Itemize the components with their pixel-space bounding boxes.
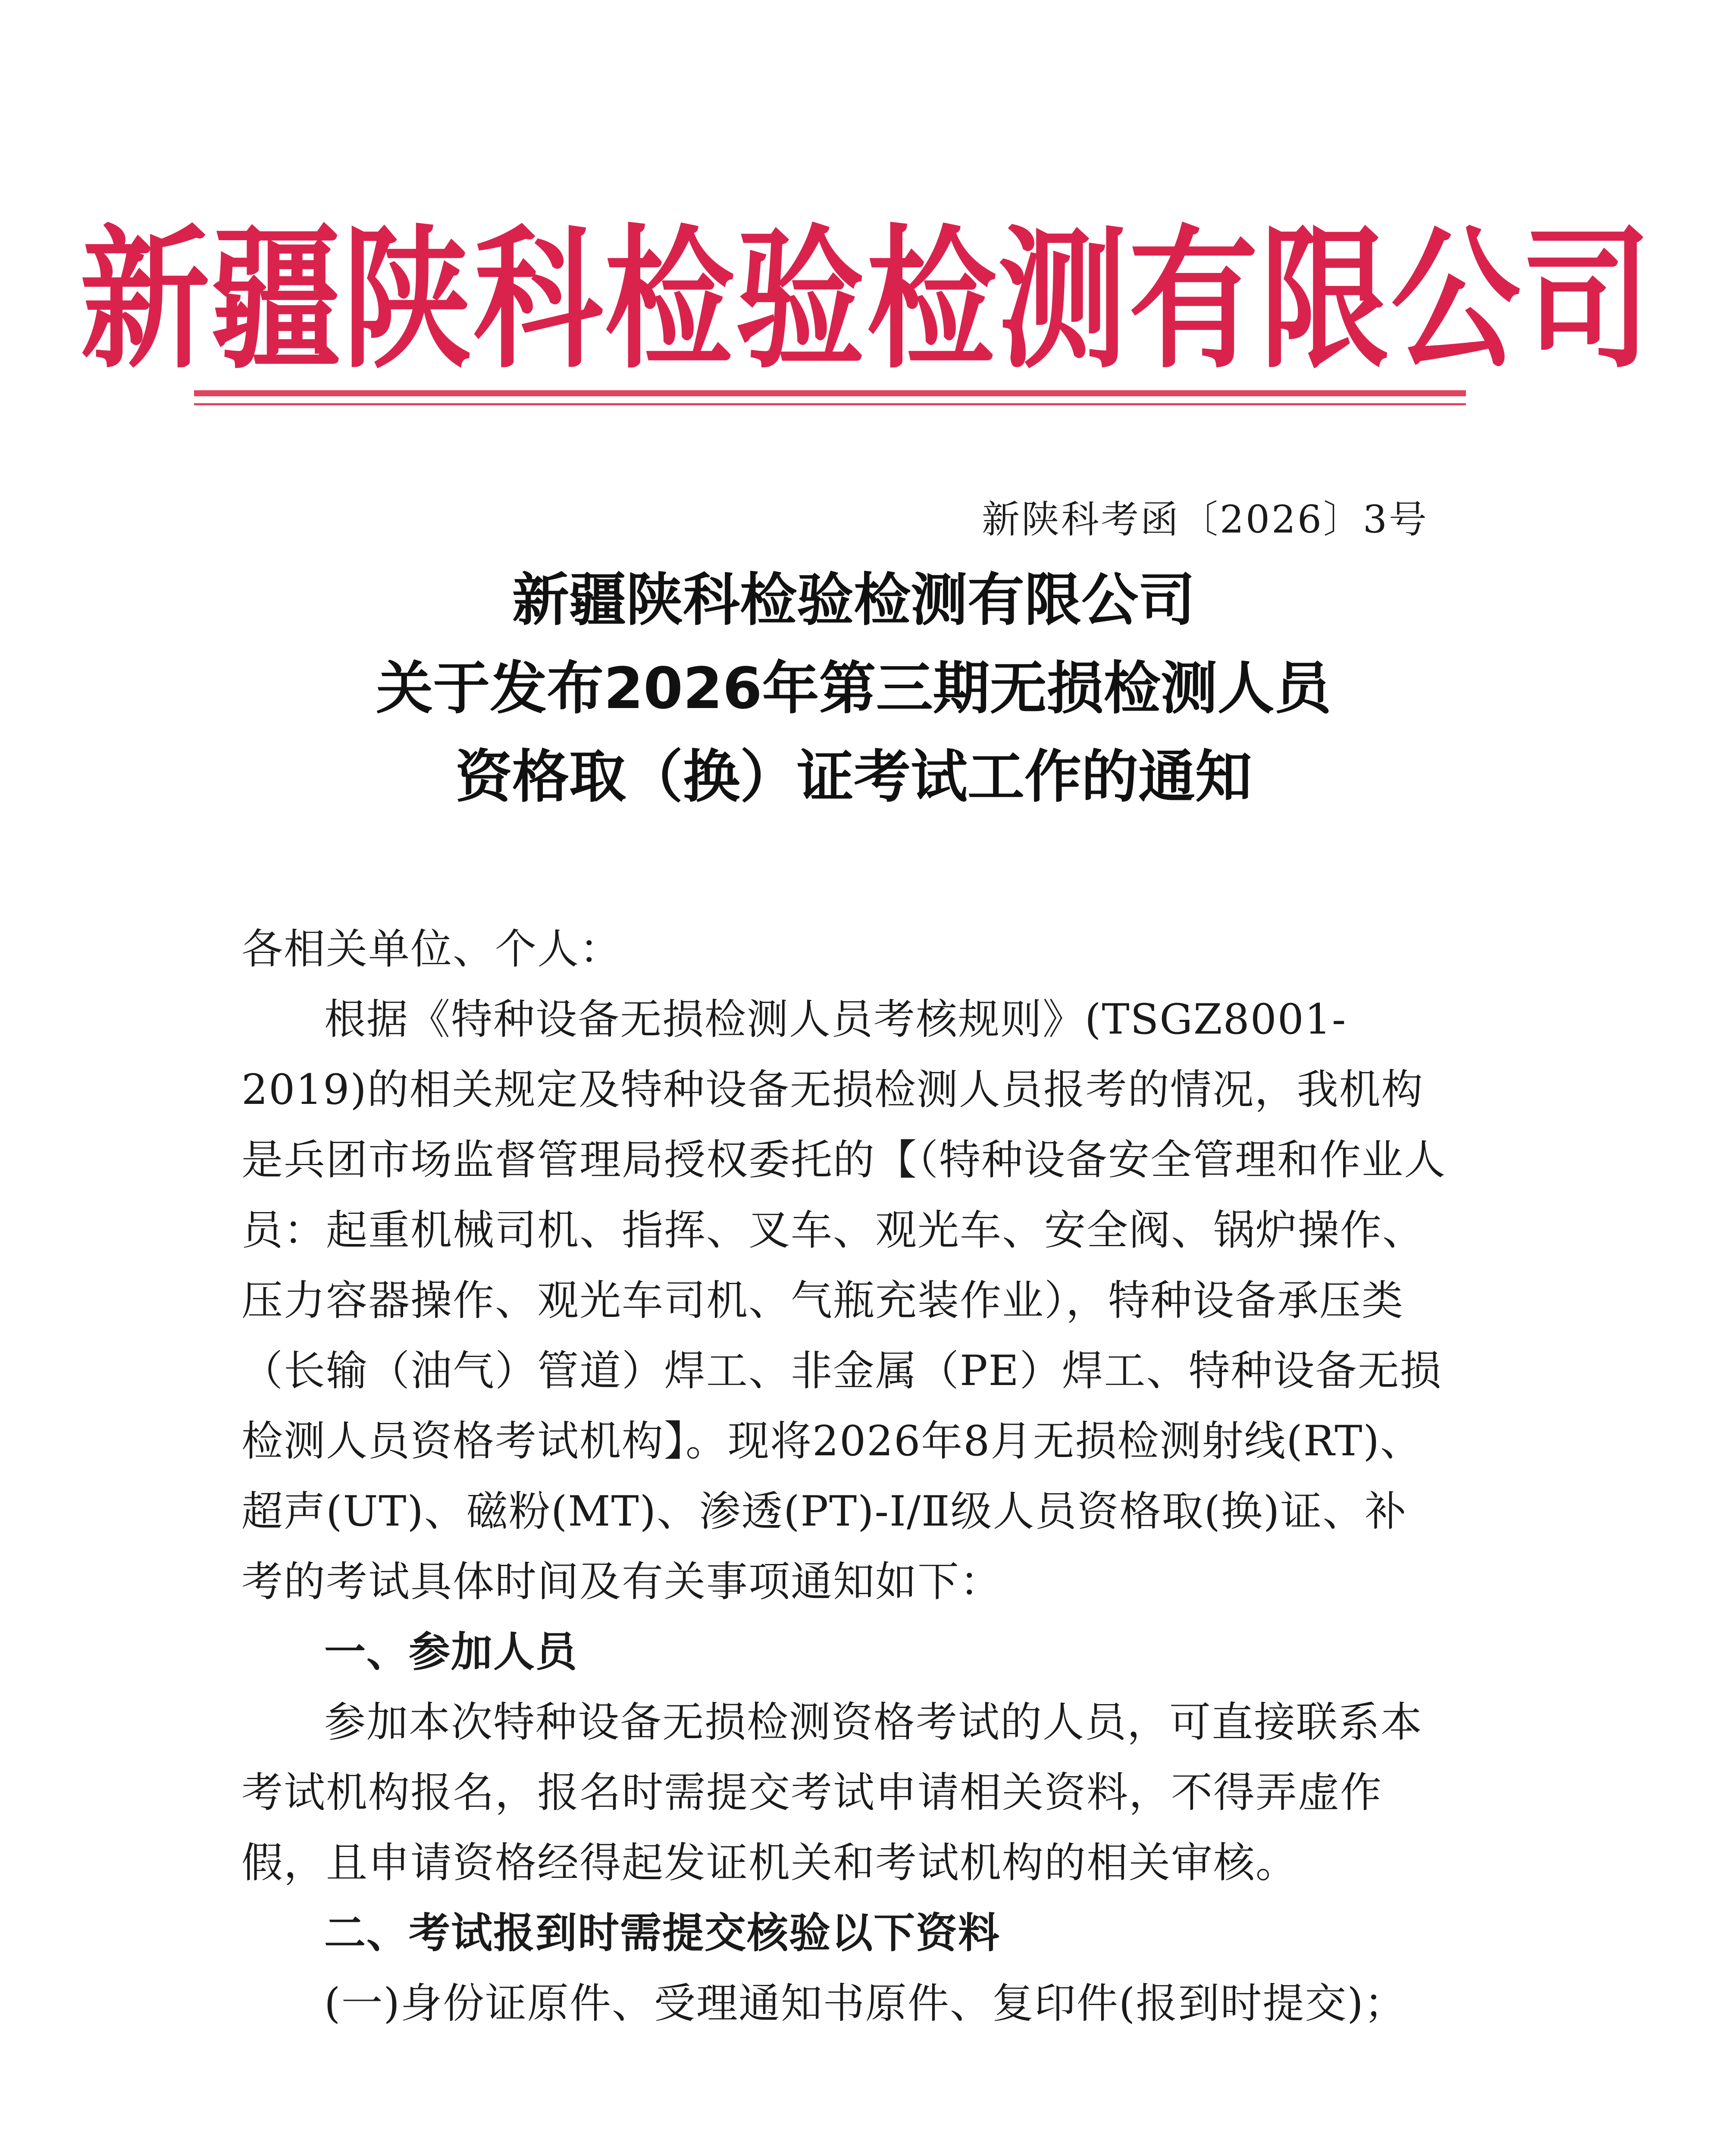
section-2-heading: 二、考试报到时需提交核验以下资料 [324, 1909, 1000, 1957]
masthead-rule-thin [194, 403, 1466, 405]
document-title [194, 556, 1513, 821]
section-2-item-1: (一)身份证原件、受理通知书原件、复印件(报到时提交)； [324, 1979, 1406, 2028]
document-body [241, 914, 1449, 2039]
title-line-2: 关于发布2026年第三期无损检测人员 [376, 655, 1331, 722]
salutation: 各相关单位、个人： [241, 925, 622, 973]
section-1-heading: 一、参加人员 [324, 1628, 578, 1676]
section-1-text: 参加本次特种设备无损检测资格考试的人员，可直接联系本考试机构报名，报名时需提交考试申请相关资料，不得弄虚作假，且申请资格经得起发证机关和考试机构的相关审核。 [241, 1698, 1423, 1887]
title-line-3: 资格取（换）证考试工作的通知 [455, 744, 1252, 810]
title-line-1: 新疆陕科检验检测有限公司 [512, 567, 1195, 633]
masthead-rule-thick [194, 390, 1466, 396]
intro-paragraph: 根据《特种设备无损检测人员考核规则》(TSGZ8001-2019)的相关规定及特种设备无损检测人员报考的情况，我机构是兵团市场监督管理局授权委托的【（特种设备安全管理和作业人员：起重机械司机、指挥、叉车、观光车、安全阀、锅炉操作、压力容器操作、观光车司机、气瓶充装作业），特种设备承压类（长输（油气）管道）焊工、非金属（PE）焊工、特种设备无损检测人员资格考试机构】。现将2026年8月无损检测射线(RT)、超声(UT)、磁粉(MT)、渗透(PT)-Ⅰ/Ⅱ级人员资格取(换)证、补考的考试具体时间及有关事项通知如下： [241, 995, 1446, 1606]
document-number: 新陕科考函〔2026〕3号 [982, 497, 1428, 542]
masthead: 新疆陕科检验检测有限公司 [80, 211, 1653, 389]
